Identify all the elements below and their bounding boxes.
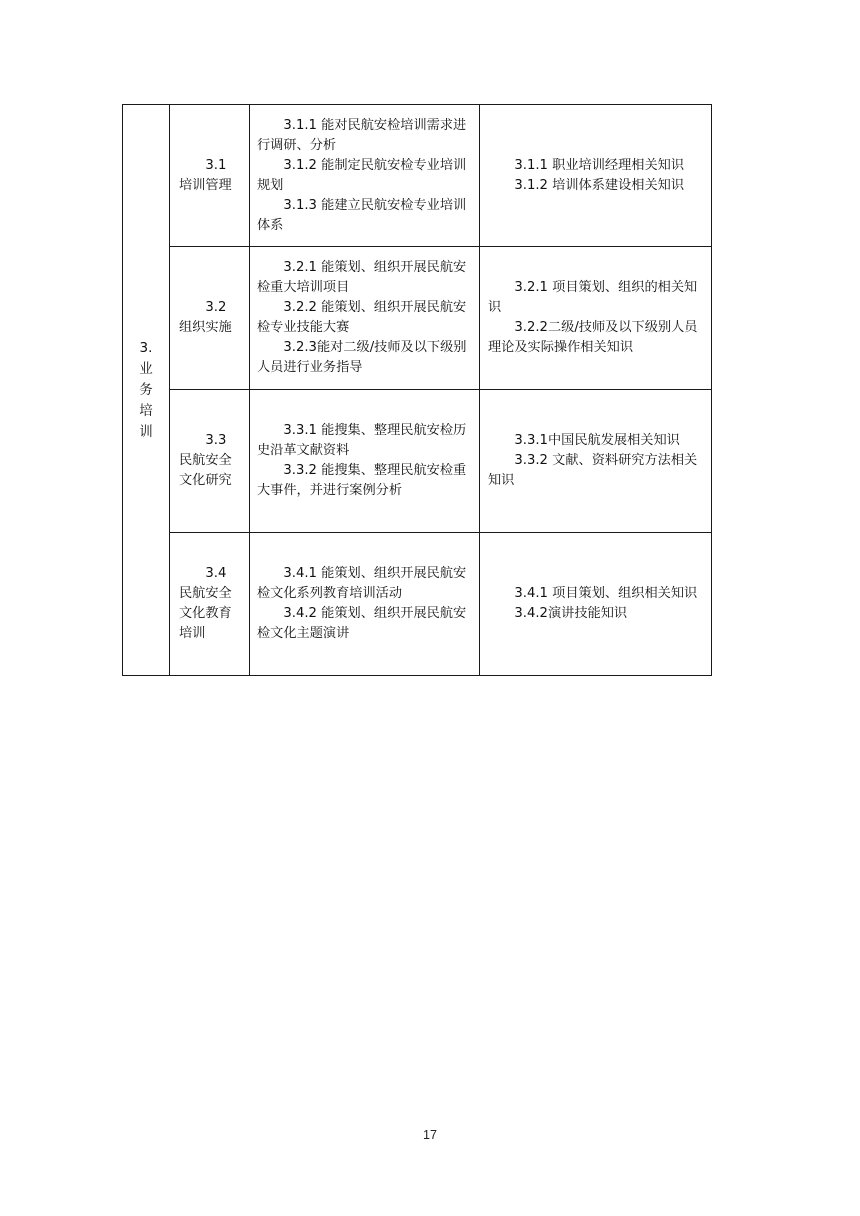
requirement-item: 3.1.1 能对民航安检培训需求进行调研、分析 [257,117,467,153]
requirement-cell [250,533,480,676]
requirement-cell [250,390,480,533]
requirement-cell [250,247,480,390]
page-number: 17 [423,1128,437,1142]
knowledge-item: 3.4.1 项目策划、组织相关知识 [514,586,698,601]
subcategory-cell: 3.2 组织实施 [170,247,250,390]
knowledge-item: 3.4.2演讲技能知识 [514,606,628,621]
requirement-cell [250,105,480,247]
knowledge-cell [480,105,712,247]
knowledge-cell [480,247,712,390]
category-cell [123,105,170,676]
requirement-item: 3.2.3能对二级/技师及以下级别人员进行业务指导 [257,340,467,375]
knowledge-item: 3.3.2 文献、资料研究方法相关知识 [488,453,698,488]
table-row [123,105,712,247]
requirement-item: 3.3.2 能搜集、整理民航安检重大事件，并进行案例分析 [257,463,467,498]
knowledge-item: 3.1.2 培训体系建设相关知识 [514,177,685,193]
table-row [123,390,712,533]
table-row [123,247,712,390]
category-label: 3.业务培训 [139,339,153,440]
requirement-item: 3.1.2 能制定民航安检专业培训规划 [257,157,467,193]
requirement-item: 3.1.3 能建立民航安检专业培训体系 [257,197,467,233]
requirement-item: 3.4.1 能策划、组织开展民航安检文化系列教育培训活动 [257,566,467,601]
subcategory-cell: 3.4 民航安全文化教育培训 [170,533,250,676]
requirement-item: 3.2.1 能策划、组织开展民航安检重大培训项目 [257,260,467,295]
knowledge-cell [480,390,712,533]
requirement-item: 3.4.2 能策划、组织开展民航安检文化主题演讲 [257,606,467,641]
requirement-item: 3.3.1 能搜集、整理民航安检历史沿革文献资料 [257,423,467,458]
skills-table [122,104,712,676]
knowledge-cell [480,533,712,676]
knowledge-item: 3.2.2二级/技师及以下级别人员理论及实际操作相关知识 [488,320,698,355]
subcategory-cell: 3.1 培训管理 [170,105,250,247]
requirement-item: 3.2.2 能策划、组织开展民航安检专业技能大赛 [257,300,467,335]
knowledge-item: 3.1.1 职业培训经理相关知识 [514,157,685,173]
table-row [123,533,712,676]
knowledge-item: 3.3.1中国民航发展相关知识 [514,433,680,448]
subcategory-cell: 3.3 民航安全文化研究 [170,390,250,533]
knowledge-item: 3.2.1 项目策划、组织的相关知识 [488,280,698,315]
